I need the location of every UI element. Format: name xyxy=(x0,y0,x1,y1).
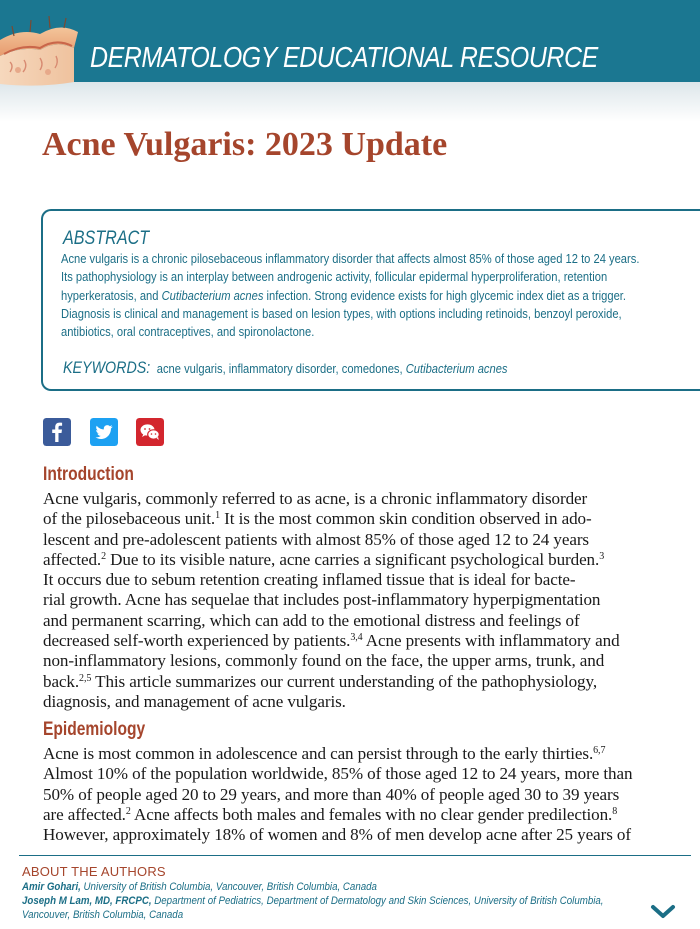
abstract-line: Acne vulgaris is a chronic pilosebaceous inflammatory disorder that affects almost 85% of those aged 12 to 24 years. xyxy=(61,251,640,266)
abstract-line: Diagnosis is clinical and management is based on lesion types, with options including retinoids, benzoyl peroxide, xyxy=(61,305,622,321)
citation[interactable]: 6,7 xyxy=(593,745,606,756)
footer-divider xyxy=(19,855,691,856)
abstract-line: Its pathophysiology is an interplay between androgenic activity, follicular epidermal hyperproliferation, retention xyxy=(61,269,608,285)
introduction-body xyxy=(43,489,683,712)
abstract-heading: ABSTRACT xyxy=(63,228,150,249)
abstract-line: hyperkeratosis, and xyxy=(61,287,162,303)
text-line: Almost 10% of the population worldwide, 85% of those aged 12 to 24 years, more than xyxy=(43,764,633,784)
citation[interactable]: 8 xyxy=(612,805,618,817)
abstract-line: infection. Strong evidence exists for high glycemic index diet as a trigger. xyxy=(263,287,626,303)
header-fade xyxy=(0,82,700,122)
text-line: decreased self-worth experienced by patients.$^{3,4}$ Acne presents with inflammatory and xyxy=(43,631,620,651)
author-line: Joseph M Lam, MD, FRCPC, Department of Pediatrics, Department of Dermatology and Skin Sciences, University of British Columbia, xyxy=(22,895,604,907)
abstract-line: antibiotics, oral contraceptives, and spironolactone. xyxy=(61,324,315,340)
twitter-icon[interactable] xyxy=(90,418,118,446)
banner-title: DERMATOLOGY EDUCATIONAL RESOURCE xyxy=(90,42,598,74)
text-line: non-inflammatory lesions, commonly found on the face, the upper arms, trunk, and xyxy=(43,651,605,671)
text-line: Acne is most common in adolescence and can persist through to the early thirties.$^{6,7}$ xyxy=(43,744,606,763)
text-line: lescent and pre-adolescent patients with almost 85% of those aged 12 to 24 years xyxy=(43,529,589,549)
skin-cross-section-icon xyxy=(0,10,82,90)
page-title: Acne Vulgaris: 2023 Update xyxy=(42,126,448,163)
wechat-icon[interactable] xyxy=(136,418,164,446)
keywords-label: KEYWORDS: xyxy=(63,358,151,377)
text-line: and permanent scarring, which can add to the emotional distress and feelings of xyxy=(43,610,580,630)
epidemiology-heading: Epidemiology xyxy=(43,719,146,740)
text-line: affected.$^2$ Due to its visible nature, acne carries a significant psychological burden.$^3$ xyxy=(43,549,605,569)
abstract-box xyxy=(41,209,700,391)
abstract-text xyxy=(61,250,666,341)
text-line: 50% of people aged 20 to 29 years, and more than 40% of people aged 30 to 39 years xyxy=(43,784,620,804)
chevron-down-icon[interactable] xyxy=(650,904,676,920)
epidemiology-body xyxy=(43,744,683,845)
abstract-italic-term: Cutibacterium acnes xyxy=(161,287,264,303)
about-authors-heading: ABOUT THE AUTHORS xyxy=(22,864,166,879)
text-line: diagnosis, and management of acne vulgaris. xyxy=(43,691,346,711)
citation[interactable]: 2 xyxy=(125,805,131,817)
keywords-line xyxy=(63,358,651,378)
text-line: back.$^{2,5}$ This article summarizes our current understanding of the pathophysiology, xyxy=(43,671,598,691)
text-line: It occurs due to sebum retention creating inflamed tissue that is ideal for bacte- xyxy=(43,570,576,590)
citation[interactable]: 3,4 xyxy=(350,632,363,644)
keywords-text: acne vulgaris, inflammatory disorder, comedones, xyxy=(156,361,403,376)
text-line: Acne vulgaris, commonly referred to as acne, is a chronic inflammatory disorder xyxy=(43,489,588,508)
author-line: Amir Gohari, University of British Columbia, Vancouver, British Columbia, Canada xyxy=(22,881,377,893)
text-line: are affected.$^2$ Acne affects both males and females with no clear gender predilection.$^8$ xyxy=(43,804,618,824)
facebook-icon[interactable] xyxy=(43,418,71,446)
text-line: However, approximately 18% of women and 8% of men develop acne after 25 years of xyxy=(43,825,631,845)
citation[interactable]: 2,5 xyxy=(79,672,92,684)
author-line: Vancouver, British Columbia, Canada xyxy=(22,909,184,921)
text-line: of the pilosebaceous unit.$^1$ It is the most common skin condition observed in ado- xyxy=(43,509,592,529)
citation[interactable]: 1 xyxy=(215,510,220,522)
keywords-italic: Cutibacterium acnes xyxy=(405,361,508,376)
citation[interactable]: 2 xyxy=(101,550,106,562)
text-line: rial growth. Acne has sequelae that includes post-inflammatory hyperpigmentation xyxy=(43,590,601,610)
introduction-heading: Introduction xyxy=(43,464,134,485)
citation[interactable]: 3 xyxy=(599,550,605,562)
